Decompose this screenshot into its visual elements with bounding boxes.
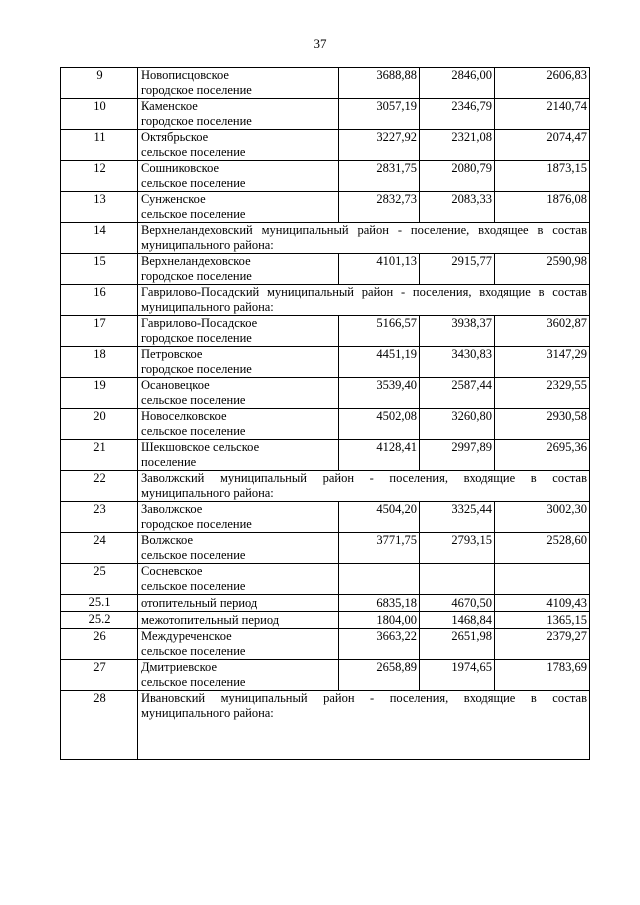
settlement-name xyxy=(138,440,339,471)
value-cell-v1: 2832,73 xyxy=(339,192,420,223)
table-row xyxy=(61,99,590,130)
value-cell-v3: 2329,55 xyxy=(495,378,590,409)
value-cell-v2: 3938,37 xyxy=(420,316,495,347)
settlement-name xyxy=(138,99,339,130)
value-cell-v2: 4670,50 xyxy=(420,595,495,612)
value-cell-v3: 1783,69 xyxy=(495,660,590,691)
row-number: 24 xyxy=(61,533,138,564)
value-cell-v2: 1468,84 xyxy=(420,612,495,629)
table-row xyxy=(61,471,590,502)
settlement-name xyxy=(138,130,339,161)
settlement-name-line: Заволжское xyxy=(141,502,203,516)
table-row xyxy=(61,378,590,409)
settlement-name-line: городское поселение xyxy=(141,114,252,128)
settlement-name xyxy=(138,161,339,192)
table-row xyxy=(61,440,590,471)
table-row xyxy=(61,161,590,192)
value-cell-v2: 2651,98 xyxy=(420,629,495,660)
settlement-name xyxy=(138,502,339,533)
row-number: 14 xyxy=(61,223,138,254)
row-number: 11 xyxy=(61,130,138,161)
settlement-name-line: отопительный период xyxy=(141,595,258,610)
table-row xyxy=(61,223,590,254)
value-cell-v2: 3325,44 xyxy=(420,502,495,533)
table-row xyxy=(61,595,590,612)
settlement-name-line: Октябрьское xyxy=(141,130,209,144)
settlement-name-line: Каменское xyxy=(141,99,198,113)
settlement-name xyxy=(138,660,339,691)
value-cell-v1: 3688,88 xyxy=(339,68,420,99)
settlement-name-line: Новописцовское xyxy=(141,68,229,82)
value-cell-v2: 1974,65 xyxy=(420,660,495,691)
value-cell-v1 xyxy=(339,564,420,595)
table-row xyxy=(61,316,590,347)
settlement-name xyxy=(138,378,339,409)
settlement-name-line: городское поселение xyxy=(141,331,252,345)
value-cell-v2: 2587,44 xyxy=(420,378,495,409)
row-number: 22 xyxy=(61,471,138,502)
row-number: 18 xyxy=(61,347,138,378)
row-number: 19 xyxy=(61,378,138,409)
table-row xyxy=(61,612,590,629)
settlement-name-line: Верхнеландеховское xyxy=(141,254,251,268)
row-number: 25.1 xyxy=(61,595,138,612)
value-cell-v1: 2831,75 xyxy=(339,161,420,192)
row-number: 20 xyxy=(61,409,138,440)
settlement-name xyxy=(138,629,339,660)
settlement-name-line: сельское поселение xyxy=(141,424,246,438)
table-body xyxy=(61,68,590,760)
row-number: 13 xyxy=(61,192,138,223)
settlement-name xyxy=(138,316,339,347)
value-cell-v2: 2083,33 xyxy=(420,192,495,223)
table-row xyxy=(61,502,590,533)
settlement-name-line: Междуреченское xyxy=(141,629,232,643)
value-cell-v3: 1876,08 xyxy=(495,192,590,223)
value-cell-v1: 4101,13 xyxy=(339,254,420,285)
settlement-name-line: Сошниковское xyxy=(141,161,220,175)
district-heading: Заволжский муниципальный район - поселения, входящие в состав муниципального района: xyxy=(138,471,590,502)
table-row xyxy=(61,285,590,316)
value-cell-v3: 2140,74 xyxy=(495,99,590,130)
settlement-name xyxy=(138,347,339,378)
district-heading: Ивановский муниципальный район - поселения, входящие в состав муниципального района: xyxy=(138,691,590,760)
settlement-name-line: Дмитриевское xyxy=(141,660,217,674)
row-number: 15 xyxy=(61,254,138,285)
settlement-name-line: межотопительный период xyxy=(141,612,280,627)
settlement-name-line: сельское поселение xyxy=(141,176,246,190)
value-cell-v3: 2606,83 xyxy=(495,68,590,99)
settlement-name-line: Гаврилово-Посадское xyxy=(141,316,258,330)
value-cell-v2: 3430,83 xyxy=(420,347,495,378)
table-row xyxy=(61,564,590,595)
value-cell-v1: 4502,08 xyxy=(339,409,420,440)
table-row xyxy=(61,192,590,223)
value-cell-v1: 3663,22 xyxy=(339,629,420,660)
value-cell-v2: 2080,79 xyxy=(420,161,495,192)
value-cell-v3: 1365,15 xyxy=(495,612,590,629)
tariff-table xyxy=(60,67,590,760)
settlement-name-line: Шекшовское сельское xyxy=(141,440,260,454)
value-cell-v1: 4128,41 xyxy=(339,440,420,471)
settlement-name-line: Новоселковское xyxy=(141,409,227,423)
settlement-name-line: городское поселение xyxy=(141,517,252,531)
value-cell-v1: 3227,92 xyxy=(339,130,420,161)
value-cell-v3: 4109,43 xyxy=(495,595,590,612)
settlement-name xyxy=(138,192,339,223)
row-number: 23 xyxy=(61,502,138,533)
settlement-name-line: сельское поселение xyxy=(141,207,246,221)
value-cell-v2: 2346,79 xyxy=(420,99,495,130)
district-heading: Верхнеландеховский муниципальный район - поселение, входящее в состав муниципального района: xyxy=(138,223,590,254)
settlement-name-line: сельское поселение xyxy=(141,579,246,593)
table-row xyxy=(61,347,590,378)
value-cell-v1: 2658,89 xyxy=(339,660,420,691)
row-number: 10 xyxy=(61,99,138,130)
settlement-name-line: городское поселение xyxy=(141,269,252,283)
value-cell-v1: 1804,00 xyxy=(339,612,420,629)
settlement-name-line: городское поселение xyxy=(141,362,252,376)
settlement-name-line: Петровское xyxy=(141,347,203,361)
value-cell-v2: 3260,80 xyxy=(420,409,495,440)
table-row xyxy=(61,130,590,161)
value-cell-v1: 4451,19 xyxy=(339,347,420,378)
row-number: 12 xyxy=(61,161,138,192)
value-cell-v3: 3147,29 xyxy=(495,347,590,378)
settlement-name-line: Осановецкое xyxy=(141,378,210,392)
row-number: 28 xyxy=(61,691,138,760)
settlement-name xyxy=(138,68,339,99)
row-number: 17 xyxy=(61,316,138,347)
settlement-name-line: Сунженское xyxy=(141,192,206,206)
row-number: 25 xyxy=(61,564,138,595)
value-cell-v3: 2074,47 xyxy=(495,130,590,161)
value-cell-v1: 5166,57 xyxy=(339,316,420,347)
value-cell-v3: 1873,15 xyxy=(495,161,590,192)
settlement-name-line: сельское поселение xyxy=(141,393,246,407)
value-cell-v2 xyxy=(420,564,495,595)
value-cell-v3: 2930,58 xyxy=(495,409,590,440)
table-row xyxy=(61,254,590,285)
row-number: 16 xyxy=(61,285,138,316)
settlement-name-line: сельское поселение xyxy=(141,675,246,689)
row-number: 21 xyxy=(61,440,138,471)
settlement-name-line: сельское поселение xyxy=(141,644,246,658)
value-cell-v3: 2695,36 xyxy=(495,440,590,471)
table-row xyxy=(61,533,590,564)
table-row xyxy=(61,68,590,99)
table-row xyxy=(61,409,590,440)
value-cell-v3: 3002,30 xyxy=(495,502,590,533)
value-cell-v3 xyxy=(495,564,590,595)
value-cell-v2: 2793,15 xyxy=(420,533,495,564)
settlement-name-line: сельское поселение xyxy=(141,548,246,562)
settlement-name-line: Волжское xyxy=(141,533,194,547)
value-cell-v2: 2915,77 xyxy=(420,254,495,285)
value-cell-v1: 3771,75 xyxy=(339,533,420,564)
table-row xyxy=(61,629,590,660)
settlement-name xyxy=(138,254,339,285)
value-cell-v2: 2997,89 xyxy=(420,440,495,471)
settlement-name xyxy=(138,533,339,564)
value-cell-v1: 4504,20 xyxy=(339,502,420,533)
row-number: 27 xyxy=(61,660,138,691)
row-number: 9 xyxy=(61,68,138,99)
row-number: 26 xyxy=(61,629,138,660)
value-cell-v3: 2528,60 xyxy=(495,533,590,564)
value-cell-v3: 2590,98 xyxy=(495,254,590,285)
value-cell-v1: 6835,18 xyxy=(339,595,420,612)
settlement-name-line: сельское поселение xyxy=(141,145,246,159)
settlement-name xyxy=(138,409,339,440)
settlement-name xyxy=(138,612,339,629)
page-number: 37 xyxy=(313,36,327,51)
settlement-name-line: городское поселение xyxy=(141,83,252,97)
value-cell-v3: 2379,27 xyxy=(495,629,590,660)
settlement-name xyxy=(138,564,339,595)
value-cell-v2: 2321,08 xyxy=(420,130,495,161)
settlement-name-line: поселение xyxy=(141,455,197,469)
value-cell-v1: 3057,19 xyxy=(339,99,420,130)
value-cell-v2: 2846,00 xyxy=(420,68,495,99)
row-number: 25.2 xyxy=(61,612,138,629)
table-row xyxy=(61,691,590,760)
settlement-name-line: Сосневское xyxy=(141,564,203,578)
settlement-name xyxy=(138,595,339,612)
value-cell-v3: 3602,87 xyxy=(495,316,590,347)
district-heading: Гаврилово-Посадский муниципальный район - поселения, входящие в состав муниципального района: xyxy=(138,285,590,316)
value-cell-v1: 3539,40 xyxy=(339,378,420,409)
table-row xyxy=(61,660,590,691)
